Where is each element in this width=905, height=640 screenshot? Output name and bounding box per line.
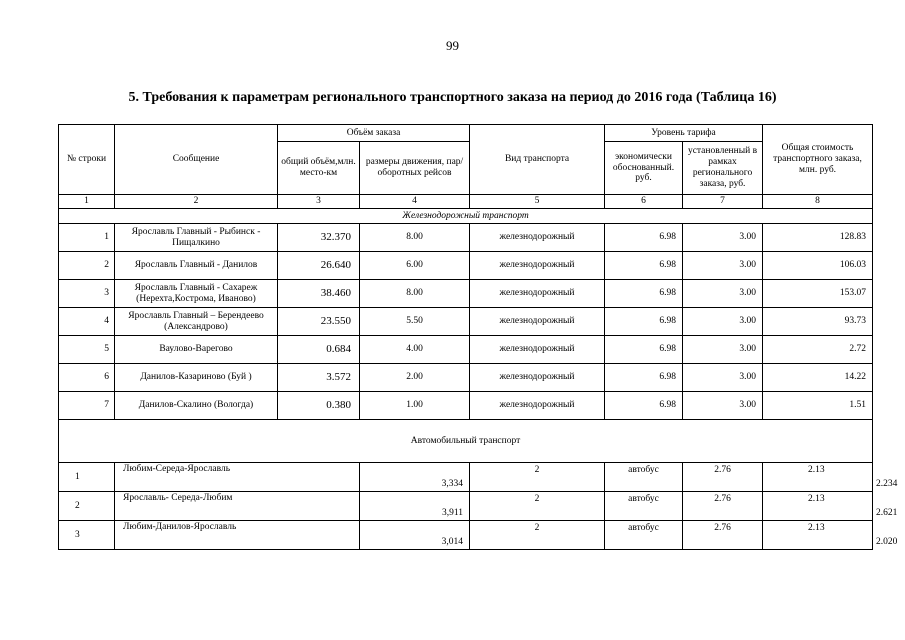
- economic-tariff: 6.98: [605, 336, 683, 364]
- header-transport-type: Вид транспорта: [470, 125, 605, 195]
- route-name: Ярославль Главный - Рыбинск - Пищалкино: [115, 224, 278, 252]
- column-number: 8: [763, 195, 873, 209]
- set-tariff: 3.00: [683, 280, 763, 308]
- column-number: 3: [278, 195, 360, 209]
- total-volume: 0.380: [278, 392, 360, 420]
- traffic-size: 8.00: [360, 224, 470, 252]
- total-cost: 106.03: [763, 252, 873, 280]
- route-name: Ярославль Главный - Данилов: [115, 252, 278, 280]
- route-name: Ярославль Главный - Сахареж (Нерехта,Кострома, Иваново): [115, 280, 278, 308]
- table-row: [59, 364, 873, 392]
- header-total-cost: Общая стоимость транспортного заказа, млн. руб.: [763, 125, 873, 195]
- total-volume: 3,911: [360, 492, 470, 521]
- traffic-size: 8.00: [360, 280, 470, 308]
- transport-type: железнодорожный: [470, 336, 605, 364]
- total-volume: 0.684: [278, 336, 360, 364]
- column-number: 5: [470, 195, 605, 209]
- row-number: 6: [59, 364, 115, 392]
- total-cost: 93.73: [763, 308, 873, 336]
- column-number: 2: [115, 195, 278, 209]
- total-cost: 14.22: [763, 364, 873, 392]
- row-number: 4: [59, 308, 115, 336]
- section-road: Автомобильный транспорт: [59, 420, 873, 463]
- total-volume: 26.640: [278, 252, 360, 280]
- route-name: Ярославль Главный – Берендеево (Александрово): [115, 308, 278, 336]
- economic-tariff: 6.98: [605, 252, 683, 280]
- table-row: [59, 336, 873, 364]
- page-number: 99: [446, 38, 459, 53]
- column-number-row: [59, 195, 873, 209]
- total-volume: 3,014: [360, 521, 470, 550]
- page-title: 5. Требования к параметрам регионального транспортного заказа на период до 2016 года (Таблица 16): [128, 90, 777, 105]
- transport-type: железнодорожный: [470, 224, 605, 252]
- set-tariff: 2.13: [763, 463, 873, 492]
- traffic-size: 2: [470, 521, 605, 550]
- header-route: Сообщение: [115, 125, 278, 195]
- traffic-size: 6.00: [360, 252, 470, 280]
- set-tariff: 2.13: [763, 492, 873, 521]
- traffic-size: 1.00: [360, 392, 470, 420]
- header-economic-tariff: экономически обоснованный. руб.: [605, 142, 683, 195]
- economic-tariff: 6.98: [605, 308, 683, 336]
- table-row: [59, 280, 873, 308]
- set-tariff: 3.00: [683, 392, 763, 420]
- traffic-size: 2.00: [360, 364, 470, 392]
- total-cost: 1.51: [763, 392, 873, 420]
- economic-tariff: 2.76: [683, 521, 763, 550]
- transport-type: железнодорожный: [470, 392, 605, 420]
- set-tariff: 3.00: [683, 308, 763, 336]
- route-name: Любим-Данилов-Ярославль: [115, 521, 360, 550]
- total-cost: 128.83: [763, 224, 873, 252]
- route-name: Любим-Середа-Ярославль: [115, 463, 360, 492]
- row-number: 7: [59, 392, 115, 420]
- economic-tariff: 6.98: [605, 280, 683, 308]
- row-number: 3: [59, 280, 115, 308]
- total-cost: 2.72: [763, 336, 873, 364]
- table-row: 1 Любим-Середа-Ярославль 3,334 2 автобус 2.76 2.13 2.234: [59, 463, 873, 492]
- table-row: [59, 308, 873, 336]
- set-tariff: 3.00: [683, 252, 763, 280]
- column-number: 4: [360, 195, 470, 209]
- row-number: 2: [59, 492, 115, 521]
- transport-type: железнодорожный: [470, 252, 605, 280]
- transport-type: автобус: [605, 521, 683, 550]
- total-volume: 23.550: [278, 308, 360, 336]
- column-number: 1: [59, 195, 115, 209]
- header-volume-group: Объём заказа: [278, 125, 470, 142]
- route-name: Ваулово-Варегово: [115, 336, 278, 364]
- traffic-size: 4.00: [360, 336, 470, 364]
- table-row: 3 Любим-Данилов-Ярославль 3,014 2 автобус 2.76 2.13 2.020: [59, 521, 873, 550]
- header-row-no: № строки: [59, 125, 115, 195]
- table-row: [59, 224, 873, 252]
- economic-tariff: 2.76: [683, 492, 763, 521]
- total-volume: 3,334: [360, 463, 470, 492]
- row-number: 1: [59, 224, 115, 252]
- table-row: [59, 392, 873, 420]
- transport-type: автобус: [605, 463, 683, 492]
- traffic-size: 5.50: [360, 308, 470, 336]
- row-number: 3: [59, 521, 115, 550]
- table-row: [59, 252, 873, 280]
- header-tariff-group: Уровень тарифа: [605, 125, 763, 142]
- header-set-tariff: установленный в рамках регионального заказа, руб.: [683, 142, 763, 195]
- table-row: 2 Ярославль- Середа-Любим 3,911 2 автобус 2.76 2.13 2.621: [59, 492, 873, 521]
- header-traffic-size: размеры движения, пар/оборотных рейсов: [360, 142, 470, 195]
- transport-type: железнодорожный: [470, 364, 605, 392]
- route-name: Ярославль- Середа-Любим: [115, 492, 360, 521]
- row-number: 1: [59, 463, 115, 492]
- section-rail: Железнодорожный транспорт: [59, 209, 873, 224]
- transport-type: автобус: [605, 492, 683, 521]
- header-total-volume: общий объём,млн. место-км: [278, 142, 360, 195]
- traffic-size: 2: [470, 492, 605, 521]
- economic-tariff: 2.76: [683, 463, 763, 492]
- row-number: 5: [59, 336, 115, 364]
- set-tariff: 3.00: [683, 364, 763, 392]
- transport-type: железнодорожный: [470, 280, 605, 308]
- set-tariff: 3.00: [683, 336, 763, 364]
- set-tariff: 3.00: [683, 224, 763, 252]
- column-number: 7: [683, 195, 763, 209]
- economic-tariff: 6.98: [605, 392, 683, 420]
- economic-tariff: 6.98: [605, 224, 683, 252]
- row-number: 2: [59, 252, 115, 280]
- economic-tariff: 6.98: [605, 364, 683, 392]
- total-volume: 3.572: [278, 364, 360, 392]
- column-number: 6: [605, 195, 683, 209]
- route-name: Данилов-Скалино (Вологда): [115, 392, 278, 420]
- traffic-size: 2: [470, 463, 605, 492]
- total-volume: 38.460: [278, 280, 360, 308]
- total-cost: 153.07: [763, 280, 873, 308]
- transport-type: железнодорожный: [470, 308, 605, 336]
- route-name: Данилов-Казариново (Буй ): [115, 364, 278, 392]
- transport-order-table: [58, 124, 898, 550]
- total-volume: 32.370: [278, 224, 360, 252]
- set-tariff: 2.13: [763, 521, 873, 550]
